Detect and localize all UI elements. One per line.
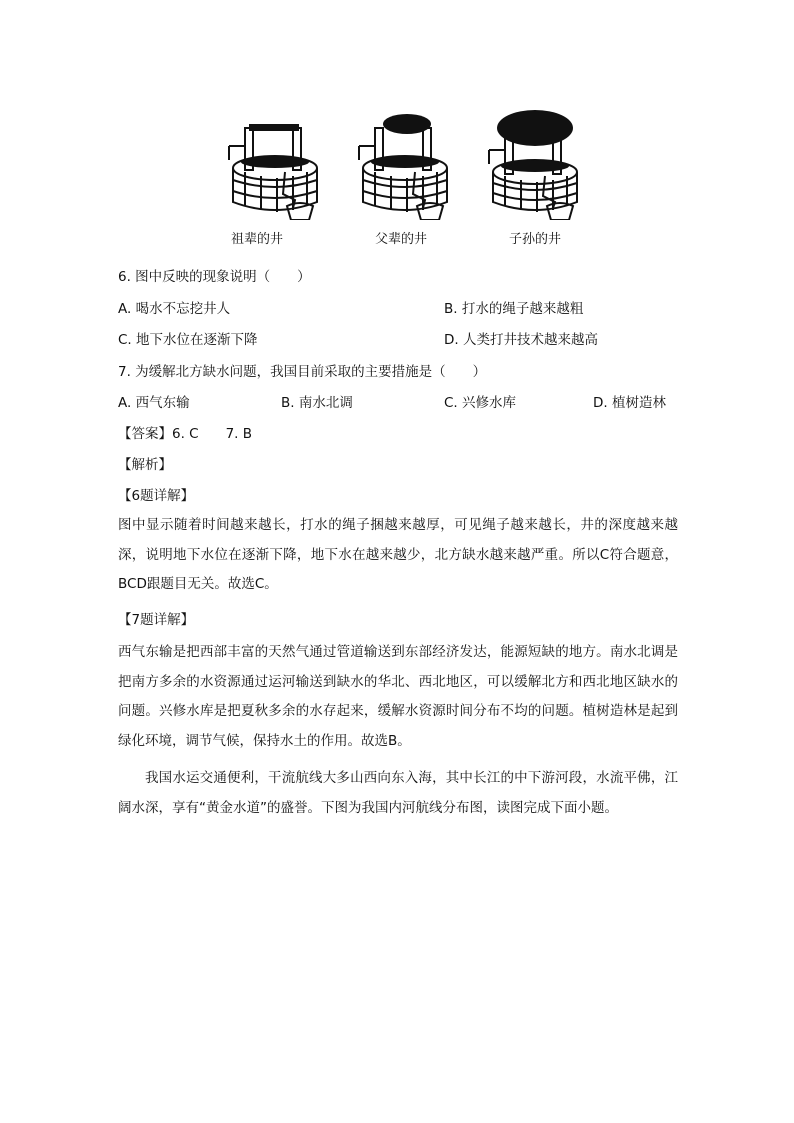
q7-option-b: B. 南水北调 <box>281 395 353 411</box>
detail-7-text <box>118 638 678 756</box>
q6-option-c: C. 地下水位在逐渐下降 <box>118 332 258 348</box>
detail-7-label: 【7题详解】 <box>118 612 195 628</box>
q6-option-d: D. 人类打井技术越来越高 <box>444 332 598 348</box>
caption-grandparents-well: 祖辈的井 <box>231 232 284 247</box>
intro-paragraph <box>118 764 678 823</box>
q6-option-a: A. 喝水不忘挖井人 <box>118 301 231 317</box>
q7-option-c: C. 兴修水库 <box>444 395 517 411</box>
question-7-stem: 7. 为缓解北方缺水问题，我国目前采取的主要措施是（ ） <box>118 364 487 380</box>
detail-6-label: 【6题详解】 <box>118 488 195 504</box>
analysis-label: 【解析】 <box>118 457 172 473</box>
well-illustration-grandparents <box>215 110 340 220</box>
well-illustration-descendants <box>475 110 600 220</box>
caption-descendants-well: 子孙的井 <box>509 232 562 247</box>
detail-6-paragraph: 图中显示随着时间越来越长，打水的绳子捆越来越厚，可见绳子越来越长，井的深度越来越深，说明地下水位在逐渐下降，地下水在越来越少，北方缺水越来越严重。所以C符合题意，BCD跟题目无关。故选C。 <box>118 517 678 592</box>
q7-option-a: A. 西气东输 <box>118 395 190 411</box>
wells-figure <box>200 110 600 250</box>
caption-parents-well: 父辈的井 <box>375 232 428 247</box>
well-illustration-parents <box>345 110 470 220</box>
detail-7-paragraph: 西气东输是把西部丰富的天然气通过管道输送到东部经济发达，能源短缺的地方。南水北调是把南方多余的水资源通过运河输送到缺水的华北、西北地区，可以缓解北方和西北地区缺水的问题。兴修水库是把夏秋多余的水存起来，缓解水资源时间分布不均的问题。植树造林是起到绿化环境，调节气候，保持水土的作用。故选B。 <box>118 644 678 749</box>
q7-option-d: D. 植树造林 <box>593 395 666 411</box>
detail-6-text <box>118 511 678 600</box>
q6-option-b: B. 打水的绳子越来越粗 <box>444 301 584 317</box>
answer-line: 【答案】6. C 7. B <box>118 426 253 442</box>
intro-text: 我国水运交通便利，干流航线大多山西向东入海，其中长江的中下游河段，水流平佛，江阔水深，享有“黄金水道”的盛誉。下图为我国内河航线分布图，读图完成下面小题。 <box>118 770 678 816</box>
question-6-stem: 6. 图中反映的现象说明（ ） <box>118 269 311 285</box>
